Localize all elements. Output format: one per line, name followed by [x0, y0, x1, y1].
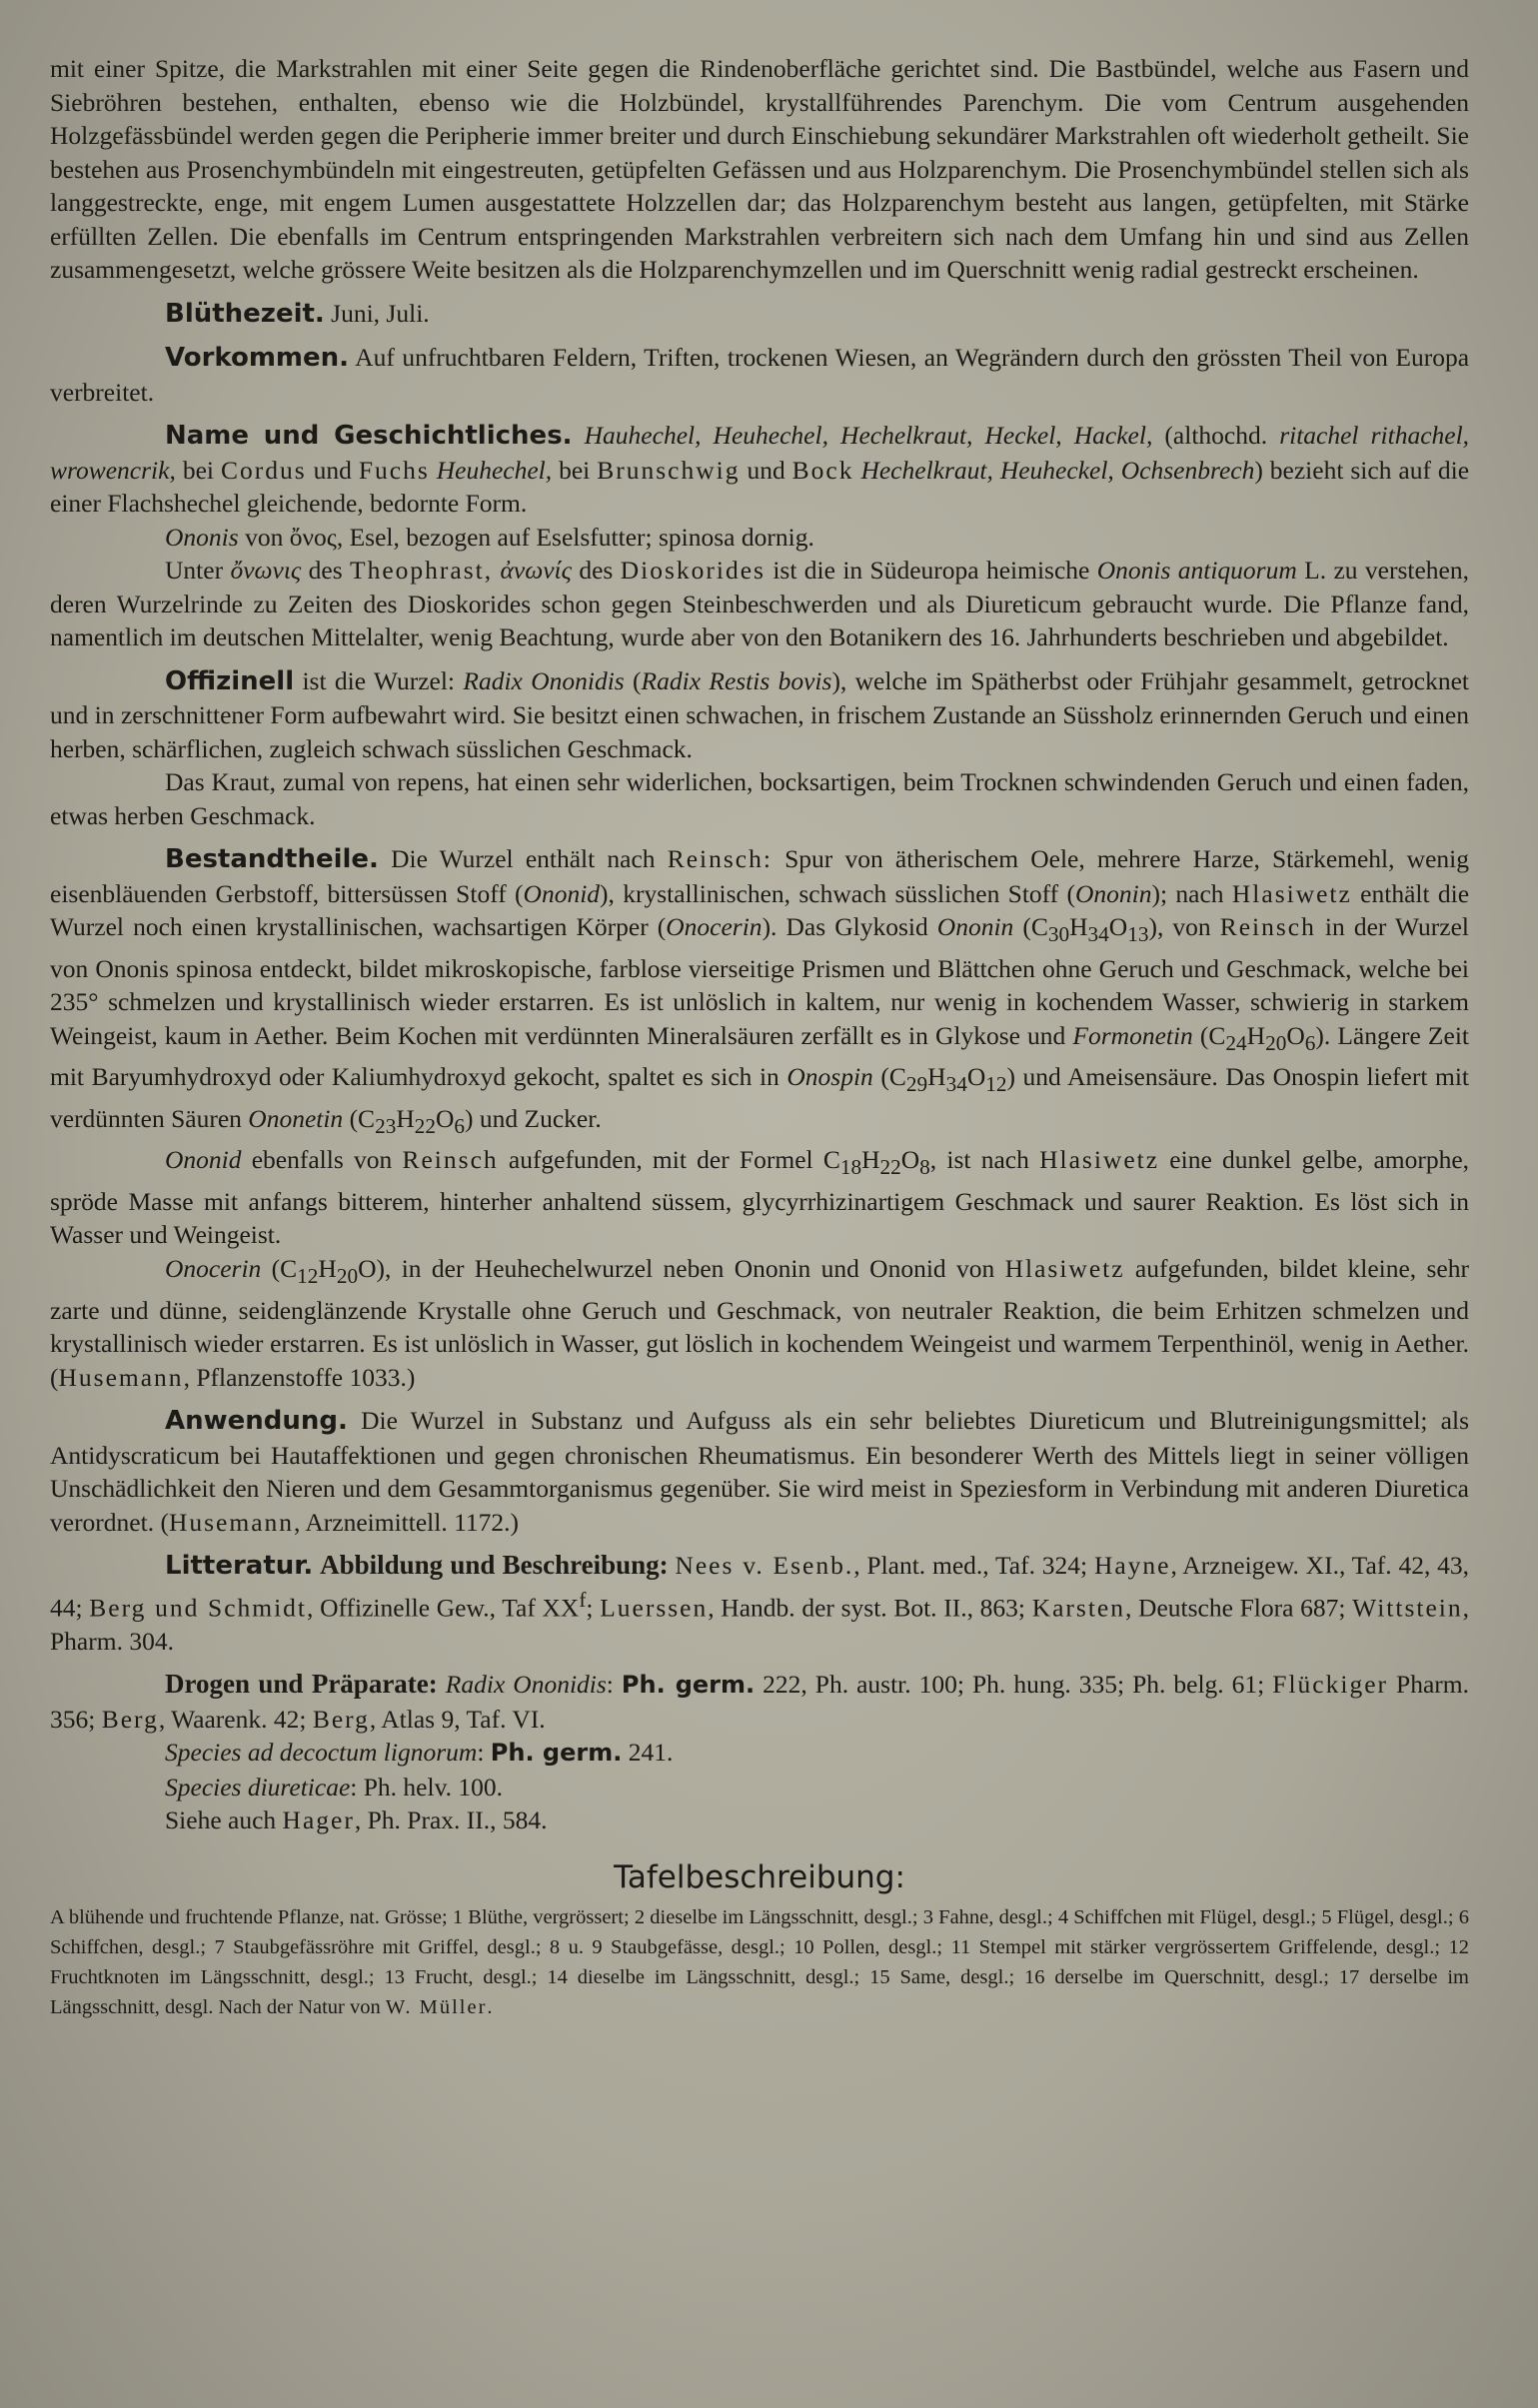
litteratur-paragraph: [50, 1549, 1469, 1658]
history-text: des: [308, 556, 343, 585]
author-name: Wittstein: [1352, 1593, 1463, 1623]
formula-part: ) und Zucker.: [465, 1103, 602, 1133]
author-name: Karsten: [1031, 1593, 1125, 1623]
tafel-text: .: [487, 1996, 493, 2019]
formula-subscript: 23: [375, 1113, 397, 1138]
author-name: Reinsch: [1219, 912, 1316, 941]
drogen-text: , Waarenk. 42;: [158, 1704, 307, 1734]
author-name: W. Müller: [385, 1996, 488, 2019]
greek-term: ὄνωνις: [230, 556, 302, 585]
author-name: Dioskorides: [620, 556, 766, 585]
drug-name: Radix Ononidis: [463, 665, 625, 695]
formula-subscript: 13: [1127, 922, 1149, 947]
formula-part: H: [861, 1145, 880, 1175]
formula-part: O: [1286, 1020, 1305, 1050]
compound-name: Ononetin: [248, 1103, 344, 1133]
offizinell-heading: Offizinell: [165, 665, 295, 696]
formula-part: H: [1069, 912, 1088, 941]
drogen-text: :: [606, 1670, 614, 1700]
author-name: Nees v. Esenb.: [675, 1551, 854, 1581]
author-name: Reinsch: [402, 1145, 499, 1175]
formula-part: ), von: [1148, 912, 1211, 941]
drug-name: Species ad decoctum lignorum: [165, 1738, 478, 1768]
name-text: (althochd.: [1164, 421, 1268, 450]
compound-name: Ononid: [523, 878, 601, 908]
formula-part: O: [1108, 912, 1128, 941]
formula-part: (C: [1022, 912, 1048, 941]
author-name: Flückiger: [1272, 1670, 1389, 1700]
formula: [349, 1103, 602, 1138]
vorkommen-heading: Vorkommen.: [165, 343, 350, 373]
species-name: Ononis antiquorum: [1096, 556, 1297, 585]
drogen-text: Pharm. 356;: [50, 1670, 1469, 1734]
bestandtheile-text: ), krystallinischen, schwach süsslichen Stoff (: [600, 878, 1075, 908]
compound-name: Formonetin: [1072, 1020, 1193, 1050]
formula-subscript: 6: [454, 1113, 466, 1138]
formula-part: O: [435, 1103, 455, 1133]
formula-subscript: 24: [1225, 1030, 1247, 1055]
history-paragraph: [50, 554, 1469, 654]
litteratur-text: , Pharm. 304.: [50, 1593, 1469, 1656]
compound-name: Ononid: [165, 1145, 242, 1175]
name-text: ) bezieht sich auf die einer Flachshechel gleichende, bedornte Form.: [50, 455, 1470, 518]
litteratur-text: , Offizinelle Gew., Taf XX: [307, 1593, 580, 1623]
formula-subscript: 30: [1047, 922, 1070, 947]
litteratur-superscript: f: [579, 1587, 587, 1612]
formula-subscript: 12: [985, 1072, 1007, 1097]
etymology-text: von ὄνος, Esel, bezogen auf Eselsfutter; spinosa dornig.: [245, 522, 814, 552]
bestandtheile-text: ); nach: [1151, 878, 1224, 908]
drogen-text: : Ph. helv. 100.: [350, 1772, 504, 1802]
formula-part: ) und Ameisensäure. Das Onospin liefert mit verdünnten Säuren: [50, 1062, 1470, 1133]
author-name: Berg: [101, 1704, 159, 1734]
author-name: Husemann: [58, 1362, 184, 1392]
drogen-text: Siehe auch: [165, 1806, 277, 1835]
author-name: Bock: [791, 455, 854, 485]
drogen-text: , Ph. Prax. II., 584.: [354, 1806, 548, 1835]
ononid-text: , ist nach: [929, 1145, 1029, 1175]
pharmacopoeia-ref: Ph. germ.: [490, 1739, 623, 1768]
name-paragraph: [50, 419, 1469, 521]
page-text: [50, 52, 1469, 2022]
author-name: Cordus: [220, 455, 307, 485]
drogen-heading: Drogen und Präparate:: [165, 1669, 438, 1700]
name-text: Heuhechel,: [436, 455, 553, 485]
drug-name: Radix Ononidis: [445, 1670, 607, 1700]
vorkommen-paragraph: [50, 341, 1469, 409]
formula-part: (C: [271, 1253, 298, 1283]
author-name: Hayne: [1093, 1551, 1171, 1581]
history-text: Unter: [165, 556, 224, 585]
onocerin-text: aufgefunden, bildet kleine, sehr zarte und dünne, seidenglänzende Krystalle ohne Geruch und Geschmack, von neutraler Reaktion, die beim Erhitzen schmelzen und krystallinisch wieder erstarren. Es ist unlöslich in Wasser, gut löslich in kochendem Weingeist und warmem Terpenthinöl, wenig in Aether. (: [50, 1253, 1469, 1392]
tafel-description: [50, 1902, 1469, 2022]
name-text: bei: [182, 455, 214, 485]
bestandtheile-heading: Bestandtheile.: [165, 844, 379, 874]
author-name: Hlasiwetz: [1231, 878, 1352, 908]
ononid-text: eine dunkel gelbe, amorphe, spröde Masse mit anfangs bitterem, hinterher anhaltend süssem, glycyrrhizinartigem Geschmack und saurer Reaktion. Es löst sich in Wasser und Weingeist.: [50, 1145, 1470, 1250]
siehe-auch-line: [50, 1804, 1469, 1837]
compound-name: Onospin: [786, 1062, 873, 1092]
anwendung-text: , Arzneimittell. 1172.): [294, 1507, 519, 1537]
author-name: Brunschwig: [597, 455, 741, 485]
drug-name: Radix Restis bovis: [641, 665, 832, 695]
offizinell-text: ist die Wurzel:: [302, 665, 456, 695]
bestandtheile-text: enthält die Wurzel noch einen krystallinischen, wachsartigen Körper (: [50, 878, 1470, 941]
formula-subscript: 34: [1087, 922, 1109, 947]
litteratur-text: , Handb. der syst. Bot. II., 863;: [708, 1593, 1025, 1623]
etymology-paragraph: [50, 521, 1469, 555]
formula-part: O: [966, 1062, 986, 1092]
author-name: Husemann: [168, 1507, 295, 1537]
formula-subscript: 22: [879, 1155, 901, 1180]
formula: [1022, 912, 1211, 947]
vorkommen-text: Auf unfruchtbaren Feldern, Triften, trockenen Wiesen, an Wegrändern durch den grössten Theil von Europa verbreitet.: [50, 343, 1470, 407]
name-text: und: [313, 455, 352, 485]
litteratur-heading: Litteratur.: [165, 1551, 314, 1582]
litteratur-text: , Deutsche Flora 687;: [1125, 1593, 1346, 1623]
etymology-term: Ononis: [165, 522, 239, 552]
anwendung-paragraph: [50, 1404, 1469, 1539]
formula-part: (C: [349, 1103, 376, 1133]
tafel-text: A blühende und fruchtende Pflanze, nat. Grösse; 1 Blüthe, vergrössert; 2 dieselbe im Längsschnitt, desgl.; 3 Fahne, desgl.; 4 Schiffchen mit Flügel, desgl.; 5 Flügel, desgl.; 6 Schiffchen, desgl.; 7 Staubgefässröhre mit Griffel, desgl.; 8 u. 9 Staubgefässe, desgl.; 10 Pollen, desgl.; 11 Stempel mit stärker vergrössertem Griffelende, desgl.; 12 Fruchtknoten im Längsschnitt, desgl.; 13 Frucht, desgl.; 14 dieselbe im Längsschnitt, desgl.; 15 Same, desgl.; 16 derselbe im Querschnitt, desgl.; 17 derselbe im Längsschnitt, desgl. Nach der Natur von: [50, 1906, 1469, 2019]
species-diureticae-line: [50, 1771, 1469, 1805]
name-heading: Name und Geschichtliches.: [165, 421, 573, 451]
formula-subscript: 29: [905, 1072, 928, 1097]
onocerin-text: O), in der Heuhechelwurzel neben Ononin und Ononid von: [358, 1253, 995, 1283]
author-name: Luerssen: [600, 1593, 709, 1623]
bestandtheile-text: in der Wurzel von Ononis spinosa entdeckt, bildet mikroskopische, farblose vierseitige Prismen und Blättchen ohne Geruch und Geschmack, welche bei 235° schmelzen und krystallinisch wieder erstarren. Es ist unlöslich in kaltem, nur wenig in kochendem Wasser, schwierig in starkem Weingeist, kaum in Aether. Beim Kochen mit verdünnten Mineralsäuren zerfällt es in Glykose und: [50, 912, 1469, 1050]
formula-part: ). Längere Zeit mit Baryumhydroxyd oder Kaliumhydroxyd gekocht, spaltet es sich in: [50, 1020, 1470, 1092]
compound-name: Ononin: [1075, 878, 1152, 908]
bestandtheile-text: ). Das Glykosid: [762, 912, 928, 941]
anwendung-heading: Anwendung.: [165, 1406, 348, 1437]
author-name: Berg und Schmidt: [89, 1593, 308, 1623]
name-text: ritachel rithachel, wrowencrik,: [50, 421, 1470, 485]
author-name: Hager: [282, 1806, 355, 1835]
formula-part: O: [900, 1145, 920, 1175]
formula-subscript: 12: [297, 1264, 319, 1289]
formula-subscript: 22: [414, 1113, 436, 1138]
name-text: und: [747, 455, 785, 485]
litteratur-text: , Plant. med., Taf. 324;: [853, 1551, 1088, 1581]
bestandtheile-paragraph: [50, 842, 1469, 1143]
abbildung-heading: Abbildung und Beschreibung:: [320, 1550, 669, 1581]
formula-subscript: 8: [919, 1155, 930, 1180]
tafel-title: Tafelbeschreibung:: [614, 1858, 905, 1895]
history-text: L. zu verstehen, deren Wurzelrinde zu Zeiten des Dioskorides schon gegen Steinbeschwerden und als Diureticum gebraucht wurde. Die Pflanze fand, namentlich im deutschen Mittelalter, wenig Beachtung, wurde aber von den Botanikern des 16. Jahrhunderts beschrieben und abgebildet.: [50, 556, 1470, 651]
author-name: Reinsch:: [667, 844, 772, 873]
author-name: Theophrast,: [350, 556, 494, 585]
formula-subscript: 20: [1265, 1030, 1287, 1055]
ononid-text: aufgefunden, mit der Formel C: [508, 1145, 840, 1175]
bluethezeit-text: Juni, Juli.: [331, 298, 430, 328]
kraut-paragraph: Das Kraut, zumal von repens, hat einen sehr widerlichen, bocksartigen, beim Trocknen schwindenden Geruch und einen faden, etwas herben Geschmack.: [50, 767, 1469, 830]
formula-part: H: [1246, 1020, 1266, 1050]
formula-part: (C: [880, 1062, 906, 1092]
litteratur-text: , Arzneigew. XI., Taf. 42, 43, 44;: [50, 1551, 1470, 1623]
offizinell-text: (: [633, 665, 642, 695]
intro-paragraph: mit einer Spitze, die Markstrahlen mit einer Seite gegen die Rindenoberfläche gerichtet sind. Die Bastbündel, welche aus Fasern und Siebröhren bestehen, enthalten, ebenso wie die Holzbündel, krystallführendes Parenchym. Die vom Centrum ausgehenden Holzgefässbündel werden gegen die Peripherie immer breiter und durch Einschiebung sekundärer Markstrahlen oft wiederholt getheilt. Sie bestehen aus Prosenchymbündeln mit eingestreuten, getüpfelten Gefässen und aus Holzparenchym. Die Prosenchymbündel stellen sich als langgestreckte, enge, mit engem Lumen ausgestattete Holzzellen dar; das Holzparenchym besteht aus langen, getüpfelten, mit Stärke erfüllten Zellen. Die ebenfalls im Centrum entspringenden Markstrahlen verbreitern sich nach dem Umfang hin und sind aus Zellen zusammengesetzt, welche grössere Weite besitzen als die Holzparenchymzellen und im Querschnitt wenig radial gestreckt erscheinen.: [50, 54, 1469, 284]
name-text: Hauhechel, Heuhechel, Hechelkraut, Heckel, Hackel,: [584, 421, 1153, 450]
drogen-text: :: [477, 1738, 485, 1768]
offizinell-paragraph: [50, 664, 1469, 766]
author-name: Hlasiwetz: [1039, 1145, 1160, 1175]
formula-part: H: [396, 1103, 415, 1133]
drogen-text: , Atlas 9, Taf. VI.: [369, 1704, 546, 1734]
formula-part: H: [927, 1062, 946, 1092]
formula-part: H: [318, 1253, 337, 1283]
author-name: Hlasiwetz: [1004, 1253, 1125, 1283]
bluethezeit-paragraph: [50, 297, 1469, 332]
drogen-paragraph: [50, 1668, 1469, 1736]
author-name: Fuchs: [358, 455, 430, 485]
drogen-text: 241.: [628, 1738, 674, 1768]
compound-name: Ononin: [936, 912, 1014, 941]
drug-name: Species diureticae: [165, 1772, 351, 1802]
history-text: des: [579, 556, 614, 585]
history-text: ist die in Südeuropa heimische: [772, 556, 1090, 585]
greek-term: ἀνωνίς: [500, 556, 572, 585]
ononid-paragraph: [50, 1143, 1469, 1252]
species-decoctum-line: [50, 1736, 1469, 1771]
bestandtheile-text: Spur von ätherischem Oele, mehrere Harze, Stärkemehl, wenig eisenbläuenden Gerbstoff, bittersüssen Stoff (: [50, 844, 1469, 908]
drogen-text: 222, Ph. austr. 100; Ph. hung. 335; Ph. belg. 61;: [763, 1670, 1265, 1700]
litteratur-text: ;: [586, 1593, 594, 1623]
bestandtheile-text: Die Wurzel enthält nach: [391, 844, 656, 873]
formula-subscript: 34: [945, 1072, 967, 1097]
compound-name: Onocerin: [165, 1253, 262, 1283]
offizinell-text: ), welche im Spätherbst oder Frühjahr gesammelt, getrocknet und in zerschnittener Form aufbewahrt wird. Sie besitzt einen schwachen, in frischem Zustande an Süssholz erinnernden Geruch und einen herben, schärflichen, zugleich schwach süsslichen Geschmack.: [50, 665, 1470, 763]
formula-part: (C: [1199, 1020, 1226, 1050]
pharmacopoeia-ref: Ph. germ.: [621, 1671, 756, 1700]
onocerin-paragraph: [50, 1252, 1469, 1394]
formula-subscript: 6: [1304, 1030, 1316, 1055]
onocerin-text: , Pflanzenstoffe 1033.): [183, 1362, 416, 1392]
formula-subscript: 18: [839, 1155, 862, 1180]
anwendung-text: Die Wurzel in Substanz und Aufguss als ein sehr beliebtes Diureticum und Blutreinigungsmittel; als Antidyscraticum bei Hautaffektionen und gegen chronischen Rheumatismus. Ein besonderer Werth des Mittels liegt in seiner völligen Unschädlichkeit den Nieren und dem Gesammtorganismus gegenüber. Sie wird meist in Speziesform in Verbindung mit anderen Diuretica verordnet. (: [50, 1406, 1470, 1537]
author-name: Berg: [312, 1704, 370, 1734]
bluethezeit-heading: Blüthezeit.: [165, 298, 325, 329]
name-text: bei: [559, 455, 591, 485]
ononid-text: ebenfalls von: [251, 1145, 393, 1175]
name-text: Hechelkraut, Heuheckel, Ochsenbrech: [860, 455, 1255, 485]
formula-subscript: 20: [336, 1264, 359, 1289]
compound-name: Onocerin: [666, 912, 763, 941]
